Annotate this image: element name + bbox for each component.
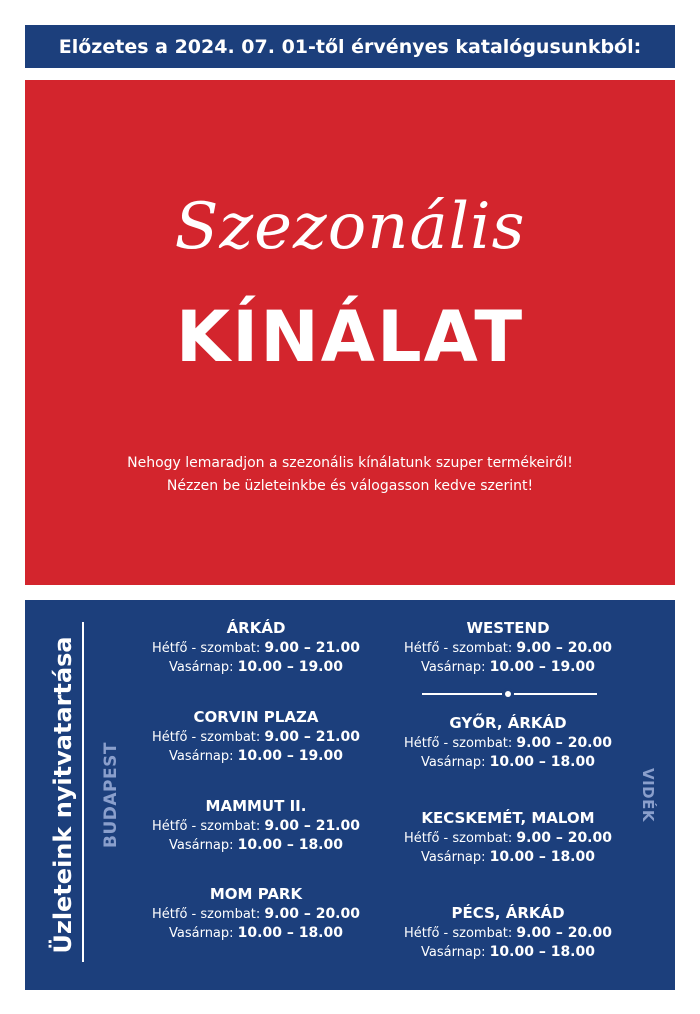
store-weekday-hours	[141, 728, 371, 747]
promo-text	[25, 452, 675, 498]
weekday-time: 9.00 – 21.00	[264, 818, 360, 834]
divider-dot	[505, 691, 511, 697]
store-sunday-hours	[393, 753, 623, 772]
sunday-label: Vasárnap:	[420, 755, 486, 770]
store-arkad	[141, 617, 371, 677]
weekday-label: Hétfő - szombat:	[404, 831, 513, 846]
sunday-label: Vasárnap:	[420, 945, 486, 960]
weekday-label: Hétfő - szombat:	[404, 641, 513, 656]
store-sunday-hours	[141, 924, 371, 943]
store-sunday-hours	[393, 658, 623, 677]
store-name: CORVIN PLAZA	[193, 708, 319, 726]
store-weekday-hours	[393, 734, 623, 753]
sunday-time: 10.00 – 18.00	[237, 837, 343, 853]
store-weekday-hours	[141, 639, 371, 658]
promo-line-2: Nézzen be üzleteinkbe és válogasson kedve szerint!	[166, 478, 534, 494]
store-corvin-plaza	[141, 706, 371, 766]
sunday-label: Vasárnap:	[168, 660, 234, 675]
promo-line-1: Nehogy lemaradjon a szezonális kínálatunk szuper termékeiről!	[127, 455, 573, 471]
store-weekday-hours	[393, 829, 623, 848]
store-sunday-hours	[393, 943, 623, 962]
weekday-time: 9.00 – 20.00	[264, 906, 360, 922]
sunday-time: 10.00 – 18.00	[237, 925, 343, 941]
weekday-time: 9.00 – 20.00	[516, 925, 612, 941]
budapest-label: BUDAPEST	[101, 742, 121, 848]
sunday-time: 10.00 – 18.00	[489, 944, 595, 960]
sunday-time: 10.00 – 19.00	[237, 748, 343, 764]
weekday-label: Hétfő - szombat:	[404, 736, 513, 751]
banner-text: Előzetes a 2024. 07. 01-től érvényes katalógusunkból:	[58, 35, 642, 58]
opening-hours-panel	[25, 600, 675, 990]
store-name: KECSKEMÉT, MALOM	[421, 809, 595, 827]
weekday-label: Hétfő - szombat:	[152, 641, 261, 656]
store-name: MOM PARK	[209, 885, 303, 903]
store-mom-park	[141, 883, 371, 943]
weekday-label: Hétfő - szombat:	[152, 907, 261, 922]
weekday-time: 9.00 – 20.00	[516, 735, 612, 751]
weekday-time: 9.00 – 20.00	[516, 830, 612, 846]
title-divider-line	[82, 622, 84, 962]
videk-label: VIDÉK	[639, 767, 657, 823]
weekday-label: Hétfő - szombat:	[152, 819, 261, 834]
store-name: WESTEND	[466, 619, 550, 637]
sunday-label: Vasárnap:	[168, 838, 234, 853]
store-name: ÁRKÁD	[226, 619, 286, 637]
store-weekday-hours	[393, 924, 623, 943]
store-weekday-hours	[393, 639, 623, 658]
store-name: PÉCS, ÁRKÁD	[451, 904, 565, 922]
weekday-time: 9.00 – 20.00	[516, 640, 612, 656]
store-mammut	[141, 795, 371, 855]
script-title: Szezonális	[174, 190, 526, 264]
store-kecskemet-malom	[393, 807, 623, 867]
sunday-time: 10.00 – 18.00	[489, 849, 595, 865]
store-weekday-hours	[141, 905, 371, 924]
store-sunday-hours	[393, 848, 623, 867]
store-name: GYŐR, ÁRKÁD	[449, 714, 567, 732]
sunday-label: Vasárnap:	[420, 850, 486, 865]
store-sunday-hours	[141, 836, 371, 855]
store-gyor-arkad	[393, 712, 623, 772]
main-title: KÍNÁLAT	[175, 296, 525, 378]
store-pecs-arkad	[393, 902, 623, 962]
sunday-label: Vasárnap:	[420, 660, 486, 675]
store-sunday-hours	[141, 747, 371, 766]
sunday-time: 10.00 – 19.00	[489, 659, 595, 675]
seasonal-offer-panel	[25, 80, 675, 585]
sunday-time: 10.00 – 19.00	[237, 659, 343, 675]
sunday-label: Vasárnap:	[168, 749, 234, 764]
weekday-time: 9.00 – 21.00	[264, 640, 360, 656]
store-weekday-hours	[141, 817, 371, 836]
weekday-time: 9.00 – 21.00	[264, 729, 360, 745]
sunday-time: 10.00 – 18.00	[489, 754, 595, 770]
weekday-label: Hétfő - szombat:	[152, 730, 261, 745]
opening-hours-title: Üzleteink nyitvatartása	[49, 636, 77, 954]
catalog-preview-banner	[25, 25, 675, 68]
weekday-label: Hétfő - szombat:	[404, 926, 513, 941]
store-westend	[393, 617, 623, 677]
store-name: MAMMUT II.	[205, 797, 307, 815]
sunday-label: Vasárnap:	[168, 926, 234, 941]
store-sunday-hours	[141, 658, 371, 677]
